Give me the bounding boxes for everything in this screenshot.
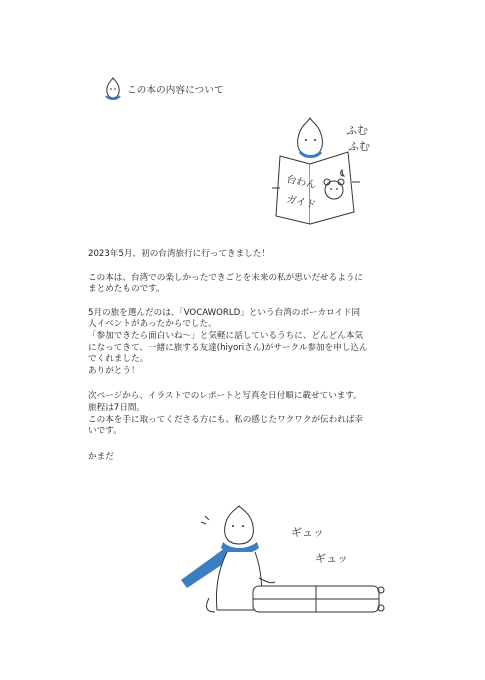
packing-suitcase-illustration (175, 498, 390, 618)
paragraph-reason: 5月の旅を選んだのは、「VOCAWORLD」という台湾のボーカロイド同 人イベントがあったからでした。 「参加できたら面白いね〜」と気軽に話しているうちに、どんどん本気 になってきて、一緒に旅する友達(hiyoriさん)がサークル参加を申し込ん でくれました。 ありがとう！ (88, 307, 368, 376)
section-heading (103, 75, 224, 103)
author-signature: かまだ (88, 451, 114, 462)
svg-text:台わん: 台わん (285, 174, 318, 192)
svg-text:ギュッ: ギュッ (291, 526, 324, 539)
paragraph-contents: 次ページから、イラストでのレポートと写真を日付順に載せています。 旅程は7日間。 この本を手に取ってくださる方にも、私の感じたワクワクが伝われば幸 いです。 (88, 391, 364, 437)
svg-text:ふむ: ふむ (348, 140, 370, 153)
body-text (88, 249, 408, 463)
mascot-head-icon (103, 76, 123, 102)
svg-text:ふむ: ふむ (346, 124, 368, 137)
section-title: この本の内容について (127, 85, 224, 96)
paragraph-intro: 2023年5月、初の台湾旅行に行ってきました！ (88, 249, 271, 259)
paragraph-purpose: この本は、台湾での楽しかったできごとを未来の私が思いだせるように まとめたものです。 (88, 272, 364, 295)
svg-text:ギュッ: ギュッ (315, 552, 348, 565)
reading-guidebook-illustration (262, 112, 380, 230)
svg-text:ガイド: ガイド (285, 194, 317, 212)
